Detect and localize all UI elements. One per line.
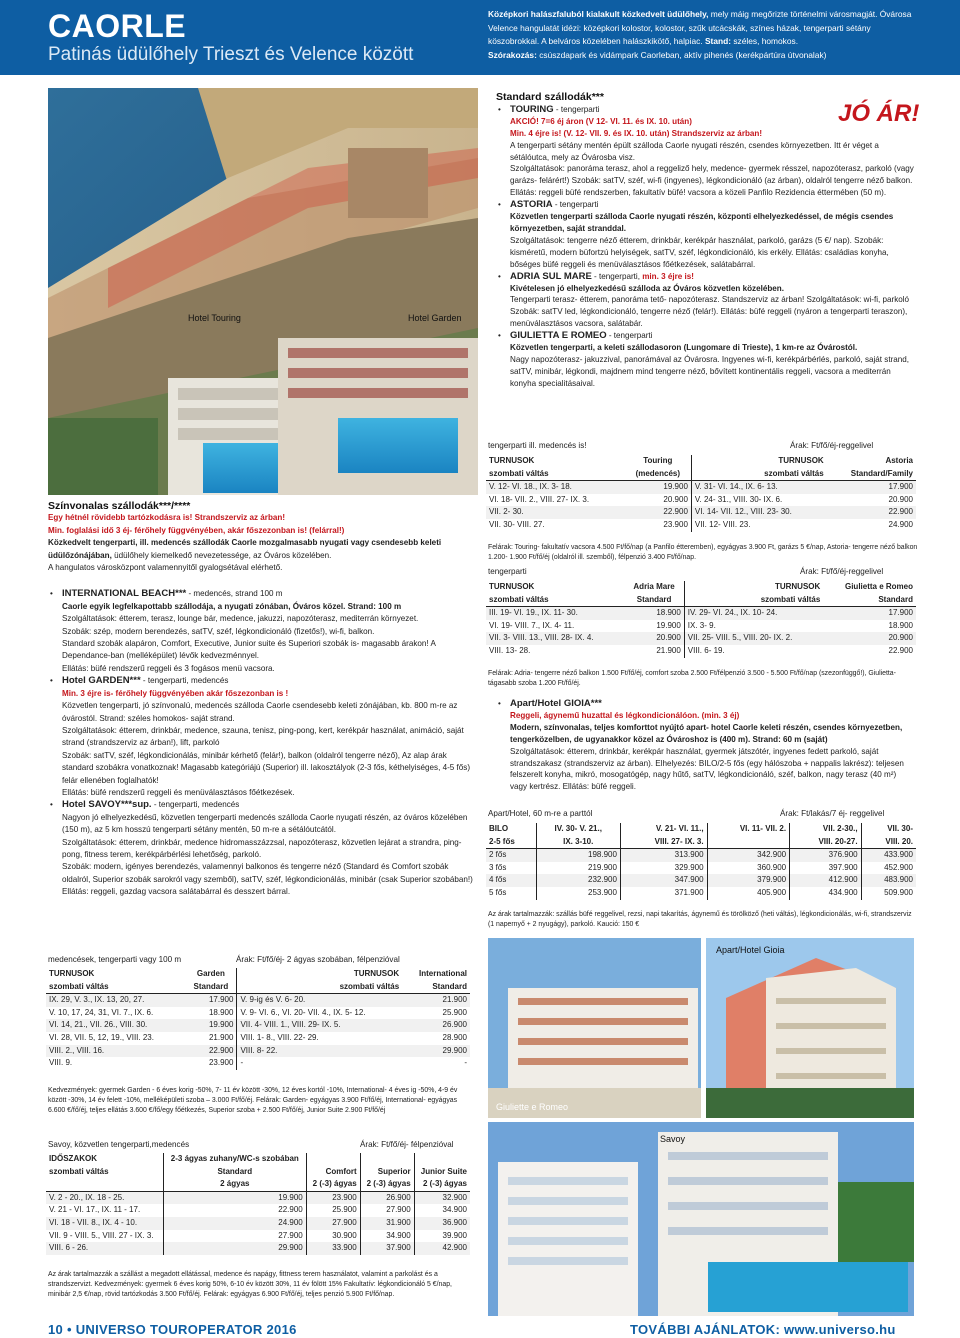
table-cell: 3 fős [489,862,507,872]
table-cell: 22.900 [185,1045,237,1058]
table-row [486,494,916,507]
table-cell: VIII. 1- 8., VIII. 22- 29. [237,1032,402,1045]
table-cell: VIII. 8- 22. [237,1045,402,1058]
table-cell: V. 12- VI. 18., IX. 3- 18. [486,481,625,494]
standard-hotels-section [496,92,914,390]
table-cell: 17.900 [827,481,916,494]
table-header-row [486,823,916,836]
table-cell: 509.900 [861,887,916,900]
table-cell: 253.900 [536,887,620,900]
t2-caption-right: Árak: Ft/fő/éj- félpenzióval [360,1140,454,1149]
header-cell: szombati váltás [684,594,823,607]
table-cell: VIII. 13- 28. [489,645,531,655]
table-cell: 33.900 [306,1242,360,1255]
table-cell: 27.900 [360,1204,414,1217]
table-cell: - [464,1058,467,1068]
table-cell: IX. 29, V. 3., IX. 13, 20, 27. [46,994,185,1007]
header-cell: VIII. 27- IX. 3. [620,836,707,849]
t4-caption-left: tengerparti [488,567,527,576]
caption-savoy: Savoy [660,1134,686,1144]
table-header-row [46,1178,470,1191]
table-cell: 24.900 [888,519,913,529]
good-price-badge: JÓ ÁR! [838,100,920,127]
header-cell: IV. 30- V. 21., [536,823,620,836]
header-cell: TURNUSOK [684,581,823,594]
header-cell: Adria Mare [633,582,675,591]
header-cell: VI. 11- VII. 2. [707,823,790,836]
header-cell [360,1153,414,1166]
header-cell [707,836,790,849]
table-cell: 405.900 [707,887,790,900]
table-cell: 23.900 [306,1191,360,1204]
header-cell: TURNUSOK [237,968,402,981]
table-row [46,1204,470,1217]
table-cell: V. 24- 31., VIII. 30- IX. 6. [691,494,826,507]
table-row [486,887,916,900]
header-cell: szombati váltás [46,981,185,994]
table-cell: 433.900 [861,849,916,862]
table-cell: 21.900 [208,1032,234,1042]
t3-caption-right: Árak: Ft/fő/éj-reggelivel [790,441,874,450]
table-header-row [46,968,470,981]
table-cell: V. 31- VI. 14., IX. 6- 13. [691,481,826,494]
table-cell: IX. 3- 9. [684,620,823,633]
intro-text: Középkori halászfaluból kialakult közkedvelt üdülőhely, mely máig megőrizte történelmi városmagját. Óvárosa Velence hangulatát idézi: középkori kolostor, kolostor, szűk utcácskák, színes házak, tengerparti sétány köszobrokkal. A belváros közelében halászkikötő, halpiac. Stand: széles, homokos. Szórakozás: csúszdapark és vidámpark Caorleban, aktív pihenés (kerékpártúra útvonalak) [488,9,912,60]
table-cell: VIII. 6- 19. [684,645,823,658]
table-cell: 198.900 [536,849,620,862]
hotel-savoy: • Hotel SAVOY***sup. - tengerparti, medencés Nagyon jó elhelyezkedésű, közvetlen tengerparti medencés szálloda Caorle nyugati részén, az óváros közelében (150 m), az 5 km hosszú tengerparti sétány mentén, 50 m-re a sétálóutcától. Szolgáltatások: étterem, drinkbár, medence hidromasszázzsal, napozóterasz, közvetlen lejárat a strandra, ping-pong, fitness terem, kerékpárbérlési lehetőség, parkoló. Szobák: modern, igényes berendezés, valamennyi balkonos és tengerre néző (Standard és Comfort szobák oldalról, Superior szobák sarokról vagy szemből), satTV, széf, légkondicionálás, minibár (csak Superior szobában!) Ellátás: reggeli, gazdag vacsora salátabárral és desszert bárral. [48,799,478,898]
table-cell: 25.900 [306,1204,360,1217]
table-cell: 28.900 [442,1032,467,1042]
table-cell: 360.900 [707,862,790,875]
table-cell: 32.900 [414,1191,470,1204]
header-cell: International [418,969,467,978]
table-cell: 26.900 [360,1191,414,1204]
table-cell: 483.900 [861,874,916,887]
table-cell: 17.900 [823,607,916,620]
header-cell: Astoria [885,456,913,465]
table-cell: 20.900 [663,494,688,504]
table-cell: 23.900 [208,1058,234,1068]
t3-note: Felárak: Touring- fakultatív vacsora 4.500 Ft/fő/nap (a Panfilo étteremben), egyágyas 3.900 Ft, garázs 5 €/nap, Astoria- tengerre néző balkon 1.200- 1.900 Ft/fő/éj (oldalról ill. szemből), félpenzió 3.400 Ft/fő/nap. [488,544,918,562]
price-table-adria-giulietta [486,581,916,658]
table-header-row [486,581,916,594]
price-table-garden-international [46,968,470,1070]
header-cell: BILO [489,824,509,833]
table-cell: 20.900 [624,632,684,645]
header-cell: Standard [402,981,470,994]
hotel-garden: • Hotel GARDEN*** - tengerparti, medencés Min. 3 éjre is- férőhely függvényében akár főszezonban is ! Közvetlen tengerparti, jó színvonalú, medencés szálloda Caorle csendesebb keleti zónájában, kb. 800 m-re az óvárostól. Strand: széles homokos- saját strand. Szolgáltatások: étterem, drinkbár, medence, szauna, tenisz, ping-pong, kert, kerékpár használat, animáció, saját strand (strandszerviz az árban!), lift, parkoló Szobák: satTV, széf, légkondicionálás, minibár kérhető (felár!), balkon (oldalról tengerre néző), Az alap árak standard szobákra vonatkoznak! Magasabb kategóriájú (Superior) ill. lakosztályok (2-3 fős, kéthelyiséges, 4-5 fős) felár ellenében foglalhatók! Ellátás: büfé rendszerű reggeli és menüválasztásos főétkezések. [48,675,478,799]
table-cell: 17.900 [185,994,237,1007]
t4-caption-right: Árak: Ft/fő/éj-reggelivel [800,567,884,576]
table-row [46,1045,470,1058]
caption-hotel-garden: Hotel Garden [408,313,462,323]
table-cell: 4 fős [486,874,536,887]
table-cell: 379.900 [707,874,790,887]
table-cell: 19.900 [625,481,692,494]
caption-giuliette: Giuliette e Romeo [496,1102,569,1112]
table-cell: 412.900 [790,874,862,887]
header-cell: szombati váltás [486,468,625,481]
header-cell: 2 ágyas [163,1178,306,1191]
header-cell: TURNUSOK [489,456,535,465]
table-row [486,849,916,862]
table-row [46,1007,470,1020]
header-cell: Junior Suite [414,1166,470,1179]
table-header-row [486,455,916,468]
table-cell: 36.900 [414,1217,470,1230]
t2-note: Az árak tartalmazzák a szállást a megadott ellátással, medence és napágy, fittness terem használatot, valamint a parkolást és a strandszervizt. Kedvezmények: gyermek 6 éves korig 50%, 6-10 év között 30%, 11 év fölött 15% Fakultatív: légkondicionáló 5 €/nap, minibár 2,5 €/nap, rövid tartózkodás 3.500 Ft/fő/éj. Felárak: egyágyas 6.900 Ft/fő/éj, teljes penzió 5.900 Ft/fő/nap. [48,1271,452,1299]
table-cell: 371.900 [620,887,707,900]
hotel-adria-sul-mare: • ADRIA SUL MARE - tengerparti, min. 3 éjre is! Kivételesen jó elhelyezkedésű szálloda az Óváros közvetlen közelében. Tengerparti terasz- étterem, panoráma tető- napozóterasz. Standszerviz az árban! Szolgáltatások: wi-fi, parkoló Szobák: satTV led, légkondicionáló, tengerre néző (felár!). Ellátás: büfé reggeli (nyáron a tengerparti teraszon), menüválasztásos vacsora, salátabár. [496,271,914,331]
table-cell: 313.900 [620,849,707,862]
table-cell: 232.900 [536,874,620,887]
table-cell: 30.900 [306,1230,360,1243]
header-cell: V. 21- VI. 11., [620,823,707,836]
table-row [486,519,916,532]
table-cell: 25.900 [442,1007,467,1017]
table-row [486,481,916,494]
table-row [46,994,470,1007]
table-row [46,1191,470,1204]
intro-paragraph: A hangulatos városközpont valamennyitől gyalogsétával elérhető. [48,563,283,573]
header-cell: VIII. 20-27. [790,836,862,849]
table-row [46,1242,470,1255]
caorle-aerial-photo [48,88,478,495]
table-cell: 2 fős [486,849,536,862]
table-row [46,1032,470,1045]
table-cell: 20.900 [888,494,913,504]
photo-giuliette-e-romeo [488,938,701,1118]
table-cell: VII. 3- VIII. 13., VIII. 28- IX. 4. [486,632,624,645]
table-cell: 434.900 [790,887,862,900]
t1-caption-right: Árak: Ft/fő/éj- 2 ágyas szobában, félpenzióval [236,955,400,964]
table-cell: V. 9- VI. 6., VI. 20- VII. 4., IX. 5- 12. [237,1007,402,1020]
section-title: Standard szállodák*** [496,91,604,103]
table-row [486,607,916,620]
table-cell: 24.900 [163,1217,306,1230]
table-row [486,645,916,658]
hotel-touring: • TOURING - tengerparti AKCIÓ! 7=6 éj áron (V 12- VI. 11. és IX. 10. után) Min. 4 éjre is! (V. 12- VII. 9. és IX. 10. után) Strandszerviz az árban! A tengerparti sétány mentén épült szálloda Caorle nyugati részén, csendes környezetben. Itt ér véget a sétálóutca, mely az Óvárosba visz. Szolgáltatások: panoráma terasz, ahol a reggeliző hely, medence- gyermek résszel, napozóterasz, parkoló (vagy garázs- felárért!) Szobák: satTV, széf, wi-fi (ingyenes), légkondicionáló (az árban), oldalról tengerre néző balkon. Ellátás: reggeli büfé rendszerben, fakultatív büfé! vacsora a közeli Panfilo Rezidencia éttermében (50 m). [496,104,914,199]
table-cell: 21.900 [402,994,470,1007]
t5-caption-right: Árak: Ft/lakás/7 éj- reggelivel [780,809,885,818]
table-cell: VII. 9 - VIII. 5., VIII. 27 - IX. 3. [49,1230,154,1240]
table-header-row [46,1153,470,1166]
table-cell: VI. 14, 21., VII. 26., VIII. 30. [46,1019,185,1032]
table-cell: 376.900 [790,849,862,862]
table-cell: 34.900 [360,1230,414,1243]
header-cell: (medencés) [625,468,692,481]
table-row [486,506,916,519]
table-cell: - [237,1057,402,1070]
table-cell: 27.900 [163,1230,306,1243]
section-title: Színvonalas szállodák***/**** [48,500,191,512]
t5-caption-left: Apart/Hotel, 60 m-re a parttól [488,809,593,818]
table-row [486,862,916,875]
table-cell: VI. 14- VII. 12., VIII. 23- 30. [691,506,826,519]
header-cell: 2-3 ágyas zuhany/WC-s szobában [163,1153,306,1166]
table-cell: 20.900 [823,632,916,645]
header-cell [306,1153,360,1166]
table-cell: 22.900 [625,506,692,519]
table-cell: VII. 4- VIII. 1., VIII. 29- IX. 5. [237,1019,402,1032]
table-cell: 19.900 [656,620,681,630]
table-cell: 329.900 [620,862,707,875]
table-cell: 26.900 [402,1019,470,1032]
table-row [486,620,916,633]
photo-apart-gioia [706,938,914,1118]
header-cell: Comfort [306,1166,360,1179]
hotel-giulietta-e-romeo: • GIULIETTA E ROMEO - tengerparti Közvetlen tengerparti, a keleti szállodasoron (Lungomare di Trieste), 1 km-re az Óvárostól. Nagy napozóterasz- jakuzzival, panorámával az Óvárosra. Ingyenes wi-fi, kerékpárbérlés, parkoló, saját strand, satTV, minibár, légkondi, majdnem mind tengerre néző, bővített kontinentális reggeli, vacsora a mediterrán konyha specialitásaival. [496,330,914,390]
hotel-international-beach: • INTERNATIONAL BEACH*** - medencés, strand 100 m Caorle egyik legfelkapottabb szállodája, a nyugati zónában, Óváros közel. Strand: 100 m Szolgáltatások: étterem, terasz, lounge bár, medence, jakuzzi, napozóterasz, mediterrán környezet. Szobák: szép, modern berendezés, satTV, széf, légkondicionáló (fizetős!), wi-fi, balkon. Standard szobák alapáron, Comfort, Executive, Junior suite és Superiori szobák is- magasabb árakon! A Dependance-ban (melléképület) lévők kedvezménnyel. Ellátás: büfé rendszerű reggeli és 3 fogásos menü vacsora. [48,588,478,675]
promo-line: Min. foglalási idő 3 éj- férőhely függvényében, akár főszezonban is! (felárral!) [48,525,345,535]
table-cell: 27.900 [306,1217,360,1230]
table-cell: 397.900 [790,862,862,875]
table-cell: 31.900 [360,1217,414,1230]
table-row [46,1019,470,1032]
table-cell: 23.900 [663,519,688,529]
table-row [486,874,916,887]
header-cell: Touring [643,456,673,465]
header-cell: IDŐSZAKOK [49,1154,97,1163]
table-cell: 29.900 [402,1045,470,1058]
table-cell: VII. 2- 30. [486,506,625,519]
table-cell: VI. 18- VII. 2., VIII. 27- IX. 3. [489,494,590,504]
price-table-touring-astoria [486,455,916,532]
hotel-gioia-section [496,698,914,793]
table-cell: 18.900 [208,1007,234,1017]
page-subtitle: Patinás üdülőhely Trieszt és Velence között [48,44,414,65]
caption-hotel-touring: Hotel Touring [188,313,241,323]
header-cell: Giulietta e Romeo [844,582,913,591]
header-cell: szombati váltás [486,594,624,607]
header-cell [414,1153,470,1166]
header-cell: szombati váltás [237,981,402,994]
header-cell: Superior [360,1166,414,1179]
table-cell: 21.900 [656,645,681,655]
table-cell: 18.900 [624,607,684,620]
table-cell: IV. 29- VI. 24., IX. 10- 24. [684,607,823,620]
header-cell: TURNUSOK [489,582,535,591]
intro-paragraph: Közkedvelt tengerparti, ill. medencés szállodák Caorle mozgalmasabb nyugati vagy csendesebb keleti üdülőzónájában, üdülőhely kiemelkedő nevezetessége, az Óváros közelében. [48,538,442,560]
header-cell: VIII. 20. [861,836,916,849]
table-cell: 34.900 [414,1204,470,1217]
table-cell: V. 9-ig és V. 6- 20. [237,994,402,1007]
header-cell: Standard [163,1166,306,1179]
table-cell: 37.900 [360,1242,414,1255]
header-cell: Standard [823,594,916,607]
footer-right-link[interactable]: TOVÁBBI AJÁNLATOK: www.universo.hu [630,1322,896,1337]
table-cell: VII. 30- VIII. 27. [489,519,545,529]
header-banner [0,0,960,75]
header-cell [46,1178,163,1191]
t1-note: Kedvezmények: gyermek Garden - 6 éves korig -50%, 7- 11 év között -30%, 12 éves kortól -10%, International- 4 éves ig -50%, 4-9 év között -30%, 14 év felett -10%, melléképületi szoba – 3.000 Ft/fő/éj. Felárak: Garden- egyágyas 3.900 Ft/fő/éj, International- egyágyas 6.600 €/fő/éj, teljes ellátás 3.600 €/fő/egy főétkezés, Superior szoba + 2.500 Ft/fő/éj, Junior Suite 2.900 Ft/fő/éj [48,1087,458,1115]
promo-line: Egy hétnél rövidebb tartózkodásra is! Strandszerviz az árban! [48,513,286,523]
price-table-savoy [46,1153,470,1255]
price-table-gioia [486,823,916,900]
table-cell: 19.900 [163,1191,306,1204]
table-cell: V. 10, 17, 24, 31, VI. 7., IX. 6. [49,1007,154,1017]
table-cell: V. 21 - VI. 17., IX. 11 - 17. [49,1205,141,1215]
page-title: CAORLE [48,8,187,44]
table-cell: 39.900 [414,1230,470,1243]
table-cell: 22.900 [827,506,916,519]
table-cell: 452.900 [861,862,916,875]
hotel-gioia: • Apart/Hotel GIOIA*** Reggeli, ágynemű huzattal és légkondicionálóon. (min. 3 éj) Modern, színvonalas, teljes komforttot nyújtó apart- hotel Caorle keleti részén, csendes környezetben, tengerközelben, de ugyanakkor közel az Óvároshoz is (400 m). Strand: 60 m (saját) Szolgáltatások: étterem, drinkbár, kerékpár használat, gyermek játszótér, ingyenes fedett parkoló, saját strandszakasz (strandszerviz az árban). Elhelyezés: BILO/2-5 fős (egy hálószoba + nappalis lakrész): teljesen felszerelt konyha, mikró, mosogatógép, nagy hűtő, satTV, légkondicionáló, széf, balkon, nagy terasz (40 m²) vagy kertrész. Ellátás: büfé reggeli. [496,698,914,793]
table-cell: 5 fős [489,887,507,897]
table-cell: V. 2 - 20., IX. 18 - 25. [46,1191,163,1204]
table-header-row [486,594,916,607]
table-cell: VI. 19- VIII. 7., IX. 4- 11. [489,620,575,630]
header-cell: IX. 3-10. [536,836,620,849]
table-cell: 22.900 [888,645,913,655]
table-cell: VI. 18 - VII. 8., IX. 4 - 10. [46,1217,163,1230]
header-cell: Standard/Family [827,468,916,481]
table-row [46,1230,470,1243]
header-cell: TURNUSOK [49,969,95,978]
table-row [486,632,916,645]
t2-caption-left: Savoy, közvetlen tengerparti,medencés [48,1140,190,1149]
table-cell: 42.900 [414,1242,470,1255]
header-cell: 2 (-3) ágyas [414,1178,470,1191]
t5-note: Az árak tartalmazzák: szállás büfé reggelivel, rezsi, napi takarítás, ágynemű és törölköző (heti váltás), légkondicionálás, wi-fi, strandszerviz (1 napernyő + 2 nyugágy), parkoló. Kaució: 150 € [488,911,912,929]
header-cell: VII. 30- [861,823,916,836]
t1-caption-left: medencések, tengerparti vagy 100 m [48,955,182,964]
table-header-row [486,468,916,481]
table-cell: 342.900 [707,849,790,862]
header-cell: Garden [196,969,225,978]
table-cell: 22.900 [163,1204,306,1217]
table-cell: 347.900 [620,874,707,887]
header-cell: Standard [185,981,237,994]
table-cell: 19.900 [185,1019,237,1032]
table-header-row [46,1166,470,1179]
t4-note: Felárak: Adria- tengerre néző balkon 1.500 Ft/fő/éj, comfort szoba 2.500 Ft/félpenzió 3.500 - 5.500 Ft/fő/nap (szezonfüggő!), Giulietta- tágasabb szoba 1.200 Ft/fő/éj. [488,670,896,688]
header-cell: VII. 2-30., [790,823,862,836]
header-cell: 2-5 fős [486,836,536,849]
table-cell: 18.900 [888,620,913,630]
table-cell: VIII. 6 - 26. [46,1242,163,1255]
table-cell: 219.900 [536,862,620,875]
table-cell: VIII. 9. [49,1058,73,1068]
table-row [46,1057,470,1070]
t3-caption-left: tengerparti ill. medencés is! [488,441,587,450]
table-header-row [46,981,470,994]
table-cell: VIII. 2., VIII. 16. [46,1045,185,1058]
table-cell: 29.900 [163,1242,306,1255]
hotel-astoria: • ASTORIA - tengerparti Közvetlen tengerparti szálloda Caorle nyugati részén, központi elhelyezkedéssel, de mégis csendes környezetben, saját stranddal. Szolgáltatások: tengerre néző étterem, drinkbár, kerékpár használat, parkoló, garázs (5 €/ nap). Szobák: kisméretű, modern büfortzú helyiségek, satTV, széf, légkondicionáló, kis erkély. Ellátás: családias konyha, bőséges büfé reggeli és menüválasztásos főétkezések, salátabárral. [496,199,914,270]
left-hotels-section [48,500,478,899]
header-cell: 2 (-3) ágyas [306,1178,360,1191]
header-cell: 2 (-3) ágyas [360,1178,414,1191]
header-cell: szombati váltás [49,1166,109,1176]
photo-savoy [488,1122,914,1316]
header-cell: szombati váltás [691,468,826,481]
table-cell: VI. 28, VII. 5, 12, 19., VIII. 23. [49,1032,154,1042]
table-cell: VII. 25- VIII. 5., VIII. 20- IX. 2. [684,632,823,645]
table-row [46,1217,470,1230]
header-cell: TURNUSOK [691,455,826,468]
header-cell: Standard [624,594,684,607]
table-header-row [486,836,916,849]
caption-apart-gioia: Apart/Hotel Gioia [716,945,785,955]
table-cell: III. 19- VI. 19., IX. 11- 30. [486,607,624,620]
table-cell: VII. 12- VIII. 23. [691,519,826,532]
footer-left: 10 • UNIVERSO TOUROPERATOR 2016 [48,1322,297,1337]
